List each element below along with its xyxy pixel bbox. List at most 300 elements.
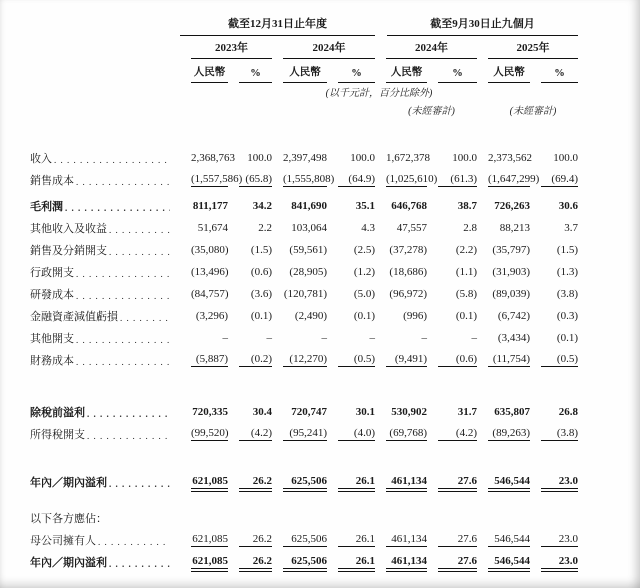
year-2024-9m: 2024年 [386, 39, 477, 59]
table-row [30, 283, 578, 305]
dot-leader [109, 225, 170, 236]
cell-value: 841,690 [291, 199, 327, 212]
cell-value: (84,757) [191, 287, 229, 300]
row-label-cell [30, 147, 180, 169]
cell-value: 23.0 [541, 533, 578, 547]
cell-value: (89,039) [492, 287, 530, 300]
rmb-value-cell [272, 217, 327, 239]
header-years [30, 36, 578, 59]
rmb-value-cell [180, 305, 228, 327]
cell-value: 625,506 [283, 555, 327, 569]
table-row [30, 217, 578, 239]
percent-value-cell [530, 401, 578, 423]
percent-value-cell [530, 239, 578, 261]
row-label: 財務成本 [30, 355, 74, 367]
header-spacer [30, 59, 180, 83]
currency-header: 人民幣 [488, 64, 530, 83]
cell-value: (3,296) [195, 309, 228, 322]
cell-value: – [321, 331, 327, 344]
table-row [30, 147, 578, 169]
cell-value: 635,807 [494, 405, 530, 418]
percent-value-cell [327, 217, 375, 239]
cell-value: (12,270) [283, 353, 327, 367]
rmb-value-cell [477, 423, 530, 445]
cell-value: (2.5) [353, 243, 375, 256]
rmb-value-cell [477, 261, 530, 283]
percent-value-cell [228, 471, 272, 493]
rmb-value-cell [272, 401, 327, 423]
rmb-value-cell [180, 471, 228, 493]
percent-value-cell [228, 195, 272, 217]
cell-value: 3.7 [564, 221, 578, 234]
cell-value: (3,434) [497, 331, 530, 344]
row-label: 銷售成本 [30, 175, 74, 187]
table-row [30, 195, 578, 217]
rmb-value-cell [375, 327, 427, 349]
percent-value-cell [228, 327, 272, 349]
row-label: 毛利潤 [30, 201, 63, 213]
currency-header: 人民幣 [191, 64, 228, 83]
cell-value: 461,134 [386, 475, 427, 489]
section-gap [30, 493, 578, 507]
row-label-cell [30, 401, 180, 423]
percent-value-cell [228, 261, 272, 283]
header-subcolumns [30, 59, 578, 83]
rmb-value-cell [180, 147, 235, 169]
cell-value: 38.7 [457, 199, 477, 212]
rmb-value-cell [180, 507, 228, 529]
cell-value: 51,674 [197, 221, 228, 234]
rmb-value-cell [477, 239, 530, 261]
cell-value: 2,368,763 [191, 151, 235, 164]
cell-value: (18,686) [389, 265, 427, 278]
cell-value: (13,496) [191, 265, 229, 278]
cell-value: 26.2 [239, 533, 272, 547]
rmb-value-cell [180, 551, 228, 573]
cell-value: (4.2) [438, 427, 477, 441]
rmb-value-cell [375, 401, 427, 423]
cell-value: 30.4 [252, 405, 272, 418]
cell-value: 31.7 [457, 405, 477, 418]
cell-value: 30.6 [558, 199, 578, 212]
rmb-value-cell [375, 239, 427, 261]
rmb-value-cell [477, 401, 530, 423]
dot-leader [76, 269, 170, 280]
row-label-cell [30, 551, 180, 573]
row-label-cell [30, 471, 180, 493]
cell-value: 461,134 [386, 533, 427, 547]
rmb-value-cell [375, 217, 427, 239]
row-label-cell [30, 507, 180, 529]
cell-value: (11,754) [488, 353, 530, 367]
cell-value: (1.5) [556, 243, 578, 256]
rmb-value-cell [272, 529, 327, 551]
cell-value: – [266, 331, 272, 344]
cell-value: 26.1 [338, 475, 375, 489]
cell-value: (3.8) [541, 427, 578, 441]
percent-value-cell [327, 551, 375, 573]
cell-value: (28,905) [289, 265, 327, 278]
percent-value-cell [530, 283, 578, 305]
percent-value-cell [530, 147, 578, 169]
cell-value: 646,768 [391, 199, 427, 212]
rmb-value-cell [477, 327, 530, 349]
row-label-cell [30, 169, 180, 191]
row-label: 行政開支 [30, 267, 74, 279]
rmb-value-cell [272, 305, 327, 327]
percent-value-cell [427, 349, 477, 371]
cell-value: (95,241) [283, 427, 327, 441]
period-group-annual [180, 14, 375, 36]
cell-value: (3.6) [250, 287, 272, 300]
dot-leader [87, 431, 170, 442]
cell-value: 621,085 [192, 533, 228, 545]
rmb-value-cell [180, 423, 228, 445]
percent-value-cell [530, 195, 578, 217]
cell-value: 26.1 [338, 555, 375, 569]
row-label-cell [30, 349, 180, 371]
table-row [30, 401, 578, 423]
percent-value-cell [427, 261, 477, 283]
rmb-value-cell [272, 239, 327, 261]
cell-value: (31,903) [492, 265, 530, 278]
percent-value-cell [427, 305, 477, 327]
percent-value-cell [530, 423, 578, 445]
cell-value: (35,080) [191, 243, 229, 256]
rmb-value-cell [477, 195, 530, 217]
cell-value: (1,647,299) [488, 173, 540, 185]
rmb-value-cell [477, 349, 530, 371]
cell-value: 2.2 [258, 221, 272, 234]
row-label: 銷售及分銷開支 [30, 245, 107, 257]
table-row [30, 551, 578, 573]
cell-value: 4.3 [361, 221, 375, 234]
percent-value-cell [228, 401, 272, 423]
rmb-value-cell [477, 147, 530, 169]
percent-value-cell [327, 471, 375, 493]
rmb-value-cell [477, 551, 530, 573]
rmb-value-cell [272, 551, 327, 573]
row-label: 金融資產減值虧損 [30, 311, 118, 323]
rmb-value-cell [375, 305, 427, 327]
cell-value: 625,506 [283, 475, 327, 489]
cell-value: (1.3) [556, 265, 578, 278]
row-label: 其他開支 [30, 333, 74, 345]
percent-header: % [438, 68, 477, 83]
section-gap [30, 445, 578, 471]
row-label: 收入 [30, 153, 52, 165]
row-label-cell [30, 305, 180, 327]
cell-value: 726,263 [494, 199, 530, 212]
dot-leader [109, 247, 170, 258]
percent-value-cell [327, 327, 375, 349]
cell-value: 546,544 [488, 555, 530, 569]
cell-value: 625,506 [283, 533, 327, 547]
percent-header: % [338, 68, 375, 83]
cell-value: – [421, 331, 427, 344]
rmb-value-cell [375, 261, 427, 283]
cell-value: (37,278) [389, 243, 427, 256]
cell-value: 35.1 [355, 199, 375, 212]
percent-value-cell [327, 529, 375, 551]
period-group-annual-title: 截至12月31日止年度 [180, 15, 375, 36]
cell-value: 26.2 [239, 555, 272, 569]
rmb-value-cell [375, 529, 427, 551]
cell-value: 23.0 [541, 475, 578, 489]
rmb-value-cell [180, 529, 228, 551]
percent-value-cell [228, 239, 272, 261]
table-row [30, 529, 578, 551]
cell-value: 546,544 [488, 475, 530, 489]
row-label: 年內／期內溢利 [30, 557, 107, 569]
statement-rows [30, 147, 578, 573]
rmb-value-cell [272, 507, 327, 529]
percent-value-cell [228, 529, 272, 551]
rmb-value-cell [180, 349, 228, 371]
cell-value: – [369, 331, 375, 344]
cell-value: (1,555,808) [283, 173, 335, 185]
cell-value: (35,797) [492, 243, 530, 256]
percent-value-cell [228, 507, 272, 529]
percent-value-cell [228, 551, 272, 573]
cell-value: 26.2 [239, 475, 272, 489]
percent-value-cell [530, 327, 578, 349]
percent-value-cell [228, 305, 272, 327]
cell-value: 546,544 [488, 533, 530, 547]
percent-value-cell [327, 283, 375, 305]
currency-header: 人民幣 [283, 64, 327, 83]
percent-value-cell [327, 147, 375, 169]
cell-value: 621,085 [192, 555, 228, 567]
rmb-value-cell [272, 147, 327, 169]
row-label-cell [30, 239, 180, 261]
cell-value: (996) [403, 309, 427, 322]
cell-value: – [222, 331, 228, 344]
header-body-gap [30, 117, 578, 147]
rmb-value-cell [180, 169, 243, 191]
percent-value-cell [427, 283, 477, 305]
dot-leader [109, 559, 170, 570]
cell-value: (0.5) [338, 353, 375, 367]
rmb-value-cell [272, 423, 327, 445]
cell-value: (61.3) [438, 173, 477, 187]
cell-value: 30.1 [355, 405, 375, 418]
table-row [30, 327, 578, 349]
cell-value: (0.5) [541, 353, 578, 367]
header-spacer [30, 36, 180, 59]
row-label-cell [30, 283, 180, 305]
cell-value: (65.8) [239, 173, 272, 187]
percent-value-cell [427, 507, 477, 529]
percent-value-cell [327, 305, 375, 327]
currency-header: 人民幣 [386, 64, 427, 83]
cell-value: (0.6) [250, 265, 272, 278]
cell-value: 88,213 [499, 221, 530, 234]
rmb-value-cell [375, 147, 430, 169]
dot-leader [76, 335, 170, 346]
dot-leader [87, 409, 170, 420]
row-label-cell [30, 423, 180, 445]
rmb-value-cell [272, 327, 327, 349]
percent-value-cell [530, 217, 578, 239]
percent-value-cell [530, 529, 578, 551]
cell-value: (1.2) [353, 265, 375, 278]
percent-value-cell [327, 261, 375, 283]
percent-value-cell [427, 239, 477, 261]
rmb-value-cell [180, 261, 228, 283]
table-row [30, 507, 578, 529]
cell-value: 621,085 [192, 475, 228, 487]
cell-value: (0.1) [455, 309, 477, 322]
percent-value-cell [228, 217, 272, 239]
row-label: 以下各方應佔： [30, 513, 107, 525]
cell-value: (69,768) [386, 427, 427, 441]
rmb-value-cell [180, 401, 228, 423]
cell-value: 2,373,562 [488, 151, 532, 164]
rmb-value-cell [180, 327, 228, 349]
percent-value-cell [327, 401, 375, 423]
cell-value: 720,335 [192, 405, 228, 418]
percent-value-cell [427, 401, 477, 423]
cell-value: 1,672,378 [386, 151, 430, 164]
percent-value-cell [327, 423, 375, 445]
row-label: 年內／期內溢利 [30, 477, 107, 489]
units-note-row [30, 83, 578, 99]
cell-value: 26.1 [338, 533, 375, 547]
cell-value: (4.2) [239, 427, 272, 441]
rmb-value-cell [180, 217, 228, 239]
row-label: 除稅前溢利 [30, 407, 85, 419]
percent-value-cell [530, 261, 578, 283]
cell-value: 461,134 [386, 555, 427, 569]
rmb-value-cell [375, 283, 427, 305]
rmb-value-cell [375, 169, 438, 191]
income-statement-table [30, 14, 578, 573]
rmb-value-cell [272, 169, 335, 191]
cell-value: (6,742) [497, 309, 530, 322]
cell-value: (2,490) [294, 309, 327, 322]
rmb-value-cell [375, 349, 427, 371]
table-row [30, 423, 578, 445]
cell-value: 100.0 [350, 151, 375, 164]
percent-value-cell [327, 195, 375, 217]
dot-leader [65, 203, 170, 214]
percent-value-cell [427, 529, 477, 551]
rmb-value-cell [375, 551, 427, 573]
cell-value: 2,397,498 [283, 151, 327, 164]
units-note: (以千元計，百分比除外) [325, 87, 433, 99]
percent-value-cell [427, 195, 477, 217]
rmb-value-cell [272, 283, 327, 305]
percent-value-cell [530, 305, 578, 327]
year-2024: 2024年 [283, 39, 375, 59]
cell-value: 23.0 [541, 555, 578, 569]
cell-value: (3.8) [556, 287, 578, 300]
row-label-cell [30, 327, 180, 349]
cell-value: 27.6 [438, 475, 477, 489]
header-spacer [30, 14, 180, 36]
cell-value: (59,561) [289, 243, 327, 256]
dot-leader [76, 177, 170, 188]
dot-leader [98, 537, 170, 548]
row-label: 母公司擁有人 [30, 535, 96, 547]
unaudited-note: (未經審計) [509, 106, 557, 117]
row-label-cell [30, 195, 180, 217]
row-label-cell [30, 261, 180, 283]
table-row [30, 349, 578, 371]
rmb-value-cell [272, 261, 327, 283]
percent-header: % [541, 68, 578, 83]
cell-value: (1.1) [455, 265, 477, 278]
percent-value-cell [327, 507, 375, 529]
section-gap [30, 371, 578, 401]
unaudited-note: (未經審計) [408, 106, 455, 117]
cell-value: (2.2) [455, 243, 477, 256]
percent-value-cell [530, 507, 578, 529]
percent-value-cell [530, 551, 578, 573]
year-2025-9m: 2025年 [488, 39, 578, 59]
cell-value: 811,177 [192, 199, 228, 212]
row-label: 研發成本 [30, 289, 74, 301]
cell-value: 27.6 [438, 533, 477, 547]
cell-value: (1,025,610) [386, 173, 438, 185]
cell-value: (5,887) [191, 353, 228, 367]
cell-value: (1,557,586) [191, 173, 243, 185]
percent-value-cell [228, 423, 272, 445]
cell-value: (0.6) [438, 353, 477, 367]
percent-value-cell [327, 239, 375, 261]
percent-value-cell [327, 169, 375, 191]
rmb-value-cell [180, 283, 228, 305]
cell-value: (0.1) [556, 331, 578, 344]
cell-value: 2.8 [463, 221, 477, 234]
rmb-value-cell [375, 195, 427, 217]
dot-leader [76, 291, 170, 302]
cell-value: (0.3) [556, 309, 578, 322]
percent-value-cell [427, 217, 477, 239]
rmb-value-cell [272, 349, 327, 371]
rmb-value-cell [180, 239, 228, 261]
dot-leader [76, 357, 170, 368]
percent-value-cell [427, 423, 477, 445]
cell-value: (4.0) [338, 427, 375, 441]
rmb-value-cell [375, 471, 427, 493]
cell-value: 27.6 [438, 555, 477, 569]
cell-value: (0.1) [250, 309, 272, 322]
rmb-value-cell [375, 507, 427, 529]
percent-value-cell [427, 327, 477, 349]
row-label-cell [30, 217, 180, 239]
rmb-value-cell [272, 195, 327, 217]
rmb-value-cell [477, 217, 530, 239]
percent-value-cell [427, 471, 477, 493]
percent-value-cell [530, 471, 578, 493]
cell-value: (9,491) [386, 353, 427, 367]
row-label: 所得稅開支 [30, 429, 85, 441]
cell-value: – [471, 331, 477, 344]
table-row [30, 471, 578, 493]
rmb-value-cell [477, 283, 530, 305]
percent-value-cell [427, 551, 477, 573]
unaudited-note-row [30, 99, 578, 117]
header-period-groups [30, 14, 578, 36]
cell-value: (69.4) [541, 173, 578, 187]
cell-value: 100.0 [247, 151, 272, 164]
rmb-value-cell [375, 423, 427, 445]
rmb-value-cell [477, 507, 530, 529]
rmb-value-cell [477, 305, 530, 327]
cell-value: 34.2 [252, 199, 272, 212]
